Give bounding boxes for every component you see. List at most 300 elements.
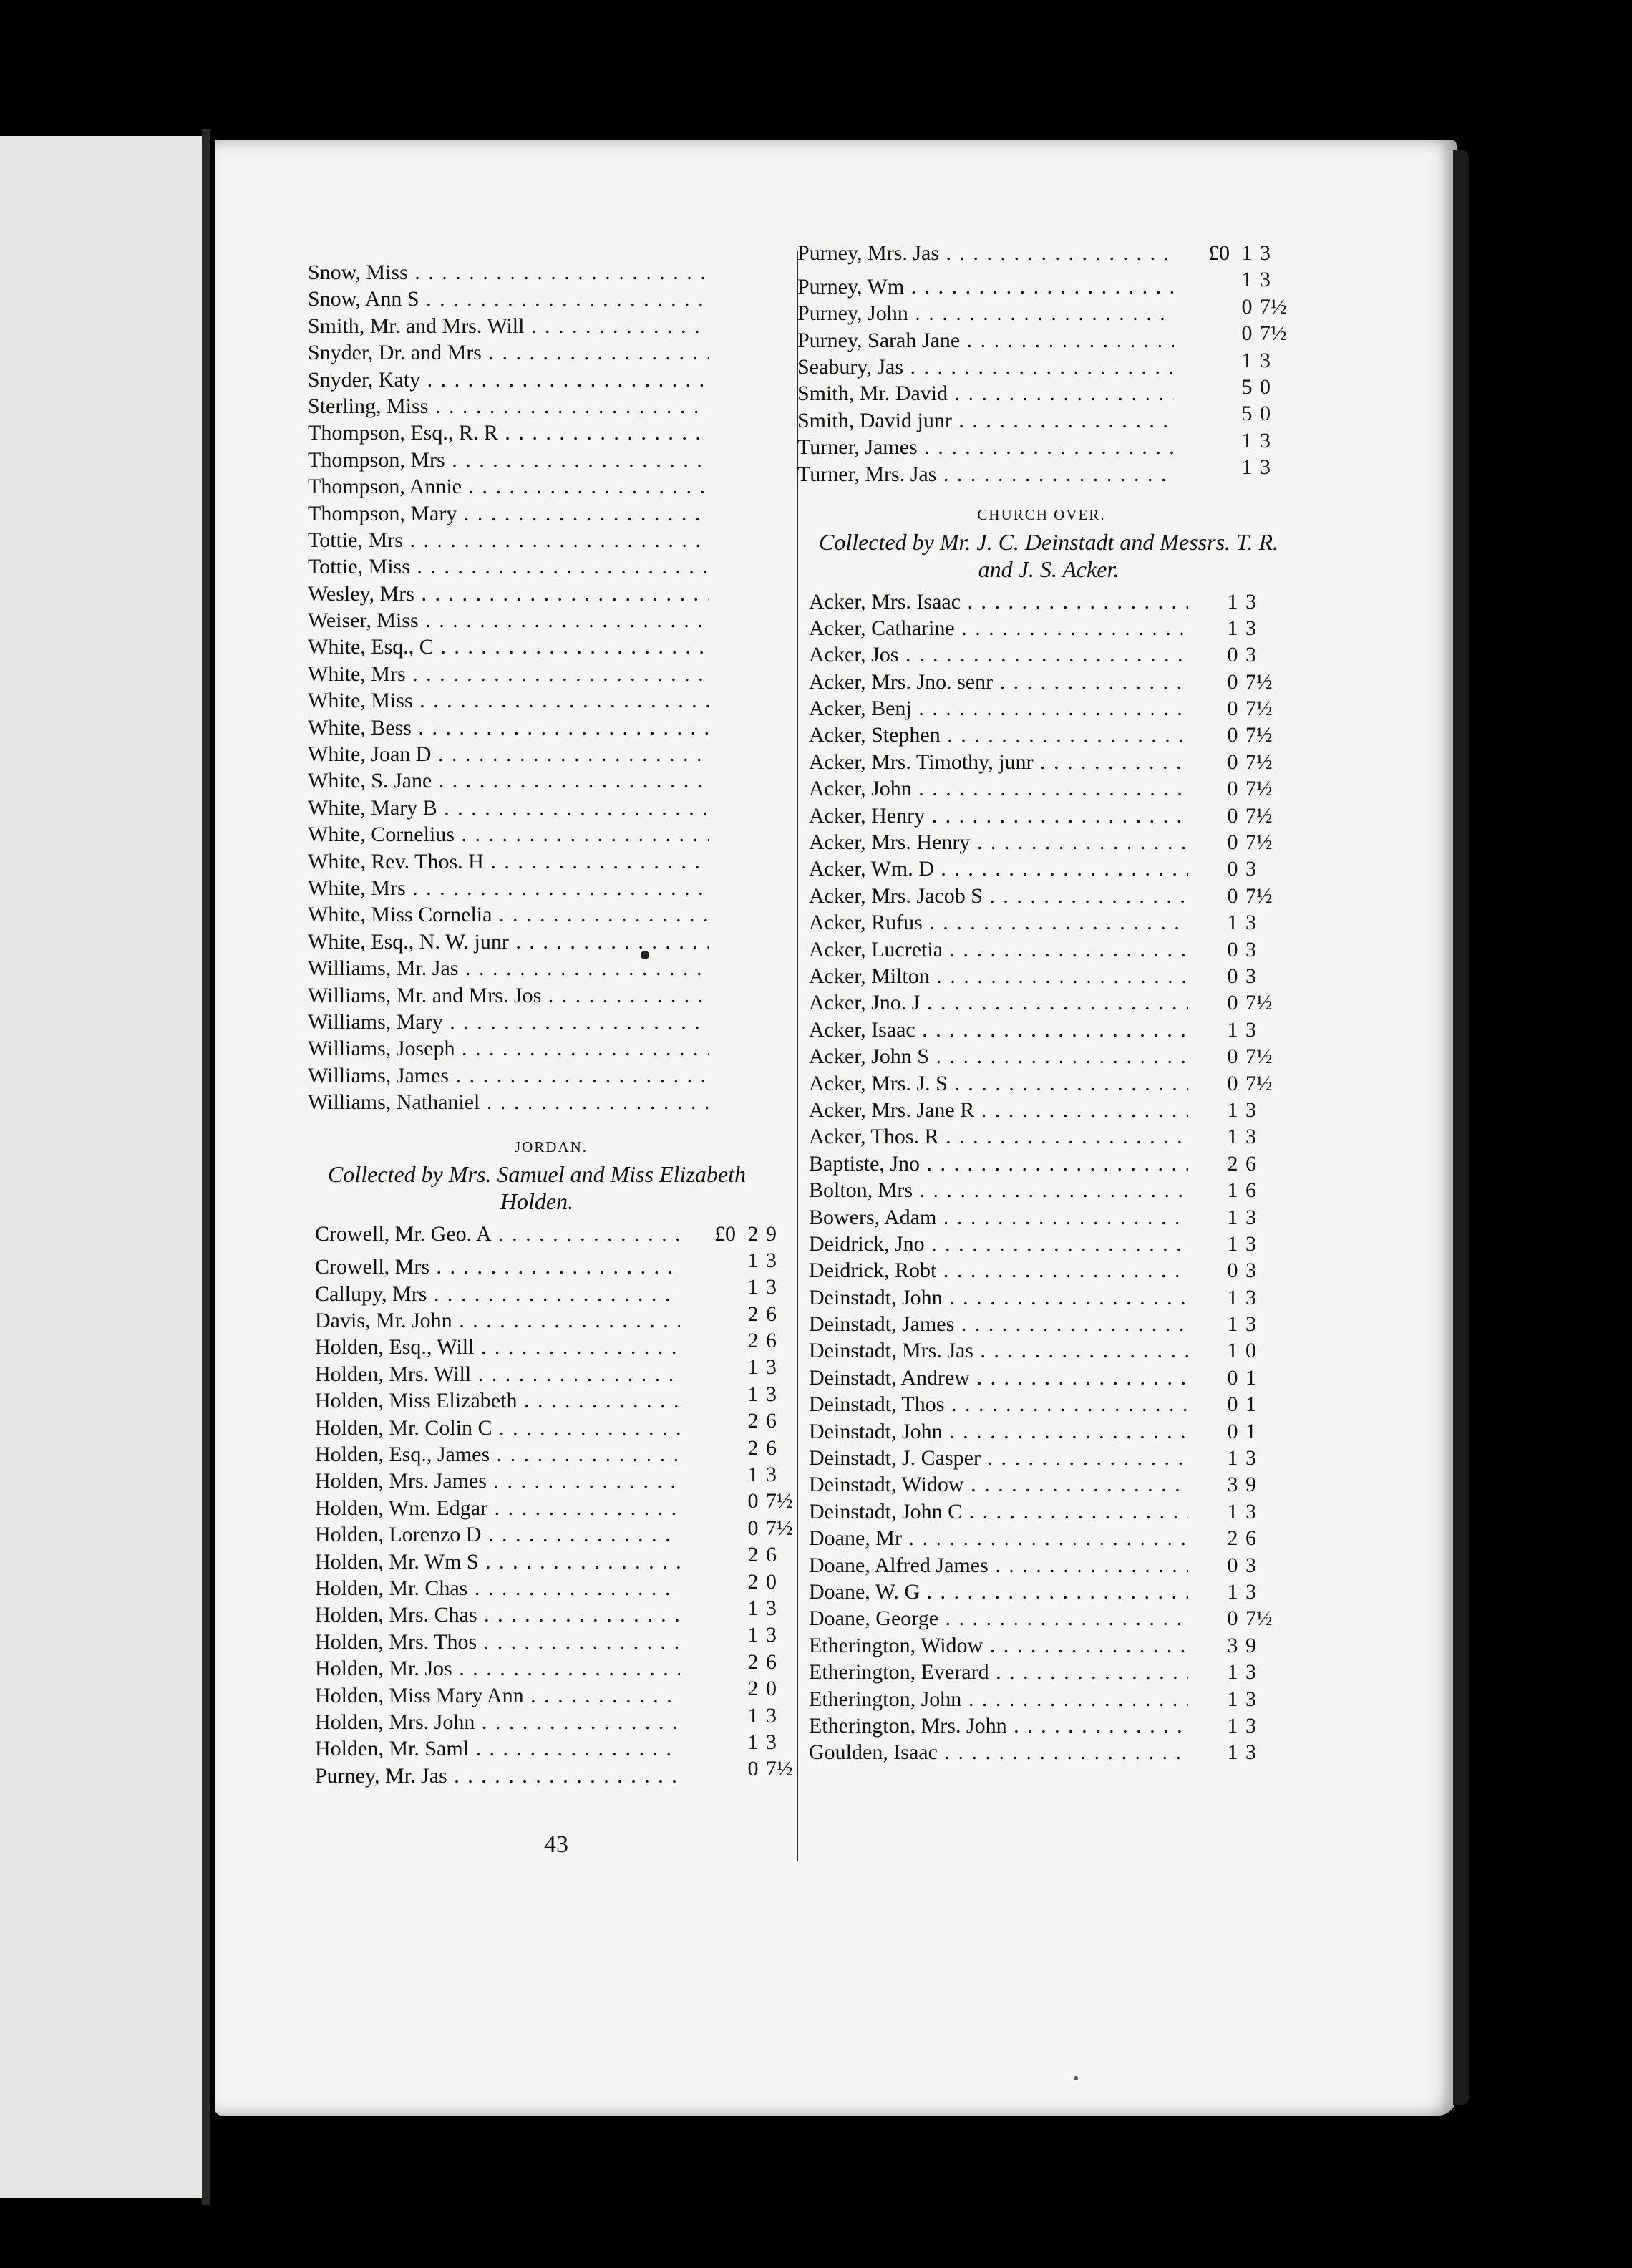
list-entry xyxy=(809,883,1274,909)
shillings: 2 xyxy=(747,1302,759,1326)
pence: 6 xyxy=(1245,1526,1256,1551)
list-entry xyxy=(809,1525,1274,1551)
shillings: 2 xyxy=(747,1435,759,1460)
amount xyxy=(680,1354,795,1380)
pence: 3 xyxy=(1260,428,1271,452)
list-entry xyxy=(308,661,795,687)
pence: 7½ xyxy=(1245,1606,1273,1631)
amount xyxy=(1188,1017,1274,1043)
left-column xyxy=(308,259,795,1788)
pence: 1 xyxy=(1245,1419,1256,1443)
subscriber-name: Acker, Rufus . . . xyxy=(809,909,1188,936)
pound-marker xyxy=(700,1327,740,1354)
pence: 3 xyxy=(1260,241,1271,265)
pence: 7½ xyxy=(1245,803,1273,828)
list-entry xyxy=(809,1257,1274,1284)
collected-by-jordan: Collected by Mrs. Samuel and Miss Elizabeth Holden. xyxy=(328,1160,746,1214)
pence: 3 xyxy=(1245,857,1256,881)
shillings: 1 xyxy=(1227,589,1238,614)
amount xyxy=(680,1515,795,1541)
shillings: 0 xyxy=(1227,669,1238,694)
pound-marker: £0 xyxy=(1208,241,1230,265)
shillings: 5 xyxy=(1241,374,1253,399)
pound-marker xyxy=(700,1247,740,1274)
list-entry xyxy=(809,722,1274,748)
subscriber-name: Deinstadt, Mrs. Jas . . . xyxy=(809,1337,1188,1364)
shillings: 1 xyxy=(1241,348,1253,372)
shillings: 1 xyxy=(1227,1312,1238,1337)
shillings: 1 xyxy=(1227,1339,1238,1363)
pound-marker xyxy=(700,1649,740,1675)
amount xyxy=(680,1755,795,1782)
subscriber-name: Snow, Ann S . . . xyxy=(308,286,709,312)
list-entry xyxy=(308,339,795,366)
shillings: 2 xyxy=(747,1543,759,1567)
list-entry xyxy=(809,1177,1274,1203)
amount xyxy=(1174,266,1288,293)
pence: 6 xyxy=(766,1302,777,1326)
list-entry xyxy=(308,447,795,473)
list-entry xyxy=(797,266,1288,299)
pound-marker xyxy=(700,1595,740,1622)
shillings: 0 xyxy=(1227,937,1238,961)
pence: 7½ xyxy=(1245,777,1273,801)
subscriber-name: Purney, John . . . xyxy=(797,300,1174,326)
pence: 3 xyxy=(1245,1205,1256,1229)
amount xyxy=(1174,454,1288,480)
subscriber-name: Thompson, Annie . . . xyxy=(308,473,709,500)
pence: 6 xyxy=(766,1409,777,1433)
pence: 6 xyxy=(766,1435,777,1460)
list-entry xyxy=(308,1035,795,1062)
subscriber-name: Acker, Mrs. Timothy, junr . . . xyxy=(809,749,1188,775)
amount xyxy=(1188,803,1274,829)
shillings: 0 xyxy=(747,1516,759,1540)
list-entry xyxy=(308,581,795,607)
subscriber-name: Williams, Mr. Jas . . . xyxy=(308,955,709,982)
shillings: 0 xyxy=(747,1757,759,1781)
subscriber-name: Acker, Mrs. Jane R . . . xyxy=(809,1097,1188,1123)
pence: 3 xyxy=(766,1248,777,1272)
list-entry xyxy=(809,1391,1274,1418)
subscriber-name: Holden, Esq., Will . . . xyxy=(315,1334,680,1360)
list-entry xyxy=(809,909,1274,936)
list-entry xyxy=(809,1579,1274,1605)
list-entry xyxy=(809,1471,1274,1498)
shillings: 2 xyxy=(747,1409,759,1433)
pence: 3 xyxy=(1245,1312,1256,1337)
list-entry xyxy=(308,982,795,1009)
pence: 9 xyxy=(1245,1633,1256,1657)
amount xyxy=(1188,1123,1274,1150)
shillings: 5 xyxy=(1241,402,1253,426)
pence: 3 xyxy=(1245,1017,1256,1042)
subscriber-name: Deidrick, Robt . . . xyxy=(809,1257,1188,1284)
amount xyxy=(680,1247,795,1274)
amount xyxy=(680,1675,795,1702)
list-entry xyxy=(809,588,1274,615)
amount xyxy=(1188,1070,1274,1097)
shillings: 0 xyxy=(1227,1392,1238,1417)
amount xyxy=(680,1541,795,1568)
amount xyxy=(1188,1311,1274,1337)
amount xyxy=(1174,320,1288,346)
amount xyxy=(1188,909,1274,936)
amount xyxy=(1188,1204,1274,1231)
subscriber-name: Acker, Mrs. Isaac . . . xyxy=(809,588,1188,615)
amount xyxy=(1188,615,1274,641)
list-entry xyxy=(809,1311,1274,1337)
subscriber-name: Acker, Jno. J . . . xyxy=(809,989,1188,1016)
subscriber-name: Williams, Joseph . . . xyxy=(308,1035,709,1062)
list-entry xyxy=(315,1247,795,1279)
subscriber-name: Turner, Mrs. Jas . . . xyxy=(797,461,1174,488)
amount xyxy=(1188,1579,1274,1605)
amount xyxy=(1188,641,1274,668)
list-entry xyxy=(308,1089,795,1115)
amount xyxy=(1188,1552,1274,1579)
list-entry xyxy=(809,1097,1274,1123)
list-entry xyxy=(308,607,795,634)
shillings: 1 xyxy=(1227,1097,1238,1122)
amount xyxy=(1188,669,1274,695)
shillings: 1 xyxy=(1241,428,1253,452)
amount xyxy=(680,1702,795,1729)
list-entry xyxy=(809,1552,1274,1579)
pence: 3 xyxy=(1245,1097,1256,1122)
subscriber-name: Turner, James . . . xyxy=(797,434,1174,460)
shillings: 1 xyxy=(1227,1231,1238,1256)
amount xyxy=(1188,722,1274,748)
pence: 3 xyxy=(766,1703,777,1727)
list-entry xyxy=(809,1365,1274,1391)
pence: 1 xyxy=(1245,1392,1256,1417)
shillings: 0 xyxy=(747,1489,759,1513)
subscriber-name: Deinstadt, John . . . xyxy=(809,1418,1188,1445)
subscriber-name: White, Cornelius . . . xyxy=(308,821,709,848)
pence: 7½ xyxy=(1260,294,1287,319)
list-entry xyxy=(308,929,795,955)
amount xyxy=(1188,588,1274,615)
pence: 6 xyxy=(766,1543,777,1567)
list-entry xyxy=(809,1123,1274,1150)
amount xyxy=(1188,1365,1274,1391)
amount xyxy=(1188,1686,1274,1712)
pence: 0 xyxy=(1260,402,1271,426)
subscriber-name: Deinstadt, James . . . xyxy=(809,1311,1188,1337)
subscriber-name: Holden, Mrs. James . . . xyxy=(315,1468,680,1494)
pence: 3 xyxy=(1245,1713,1256,1738)
subscriber-name: White, Joan D . . . xyxy=(308,741,709,767)
shillings: 1 xyxy=(747,1248,759,1272)
subscriber-name: Holden, Esq., James . . . xyxy=(315,1441,680,1468)
subscriber-name: Deinstadt, John C . . . xyxy=(809,1498,1188,1525)
subscriber-name: White, S. Jane . . . xyxy=(308,767,709,794)
subscriber-name: Acker, Stephen . . . xyxy=(809,722,1188,748)
facing-page xyxy=(0,136,202,2198)
shillings: 1 xyxy=(1227,1713,1238,1738)
list-entry xyxy=(308,821,795,848)
subscriber-name: Acker, Benj . . . xyxy=(809,695,1188,722)
shillings: 1 xyxy=(747,1463,759,1487)
amount xyxy=(1188,1043,1274,1070)
list-entry xyxy=(809,1498,1274,1525)
pence: 3 xyxy=(1245,1687,1256,1711)
subscriber-name: Acker, Lucretia . . . xyxy=(809,936,1188,963)
shillings: 0 xyxy=(1227,1045,1238,1069)
pound-marker xyxy=(1194,320,1234,346)
pence: 6 xyxy=(1245,1178,1256,1203)
list-entry xyxy=(308,527,795,553)
pence: 3 xyxy=(1260,455,1271,480)
subscriber-name: Acker, Henry . . . xyxy=(809,803,1188,829)
list-entry xyxy=(809,963,1274,989)
subscriber-name: White, Rev. Thos. H . . . xyxy=(308,848,709,875)
list-entry xyxy=(308,420,795,446)
pence: 3 xyxy=(1245,1231,1256,1256)
list-entry xyxy=(308,1009,795,1035)
shillings: 0 xyxy=(1227,777,1238,801)
subscriber-name: Snyder, Katy . . . xyxy=(308,367,709,393)
subscriber-name: Deinstadt, Andrew . . . xyxy=(809,1365,1188,1391)
pence: 9 xyxy=(766,1221,777,1246)
shillings: 0 xyxy=(1227,1606,1238,1631)
pence: 0 xyxy=(766,1677,777,1701)
shillings: 1 xyxy=(1227,1178,1238,1203)
subscriber-name: Acker, Mrs. Jacob S . . . xyxy=(809,883,1188,909)
subscriber-name: Purney, Mr. Jas . . . xyxy=(315,1763,680,1789)
amount xyxy=(1174,427,1288,454)
amount xyxy=(1188,1177,1274,1203)
subscriber-name: Doane, W. G . . . xyxy=(809,1579,1188,1605)
subscriber-name: Acker, Catharine . . . xyxy=(809,615,1188,641)
list-entry xyxy=(308,259,795,286)
pound-marker xyxy=(700,1755,740,1782)
amount xyxy=(680,1569,795,1595)
subscriber-name: Acker, Milton . . . xyxy=(809,963,1188,989)
subscriber-name: Bolton, Mrs . . . xyxy=(809,1177,1188,1203)
list-entry xyxy=(308,714,795,741)
pound-marker xyxy=(700,1729,740,1755)
list-entry xyxy=(308,393,795,420)
amount xyxy=(1188,1471,1274,1498)
pound-marker xyxy=(700,1461,740,1488)
subscriber-name: Holden, Mr. Colin C . . . xyxy=(315,1415,680,1441)
amount xyxy=(680,1407,795,1434)
subscriber-name: Crowell, Mrs . . . xyxy=(315,1254,680,1280)
subscriber-name: Purney, Sarah Jane . . . xyxy=(797,327,1174,354)
amount xyxy=(1188,1739,1274,1765)
pence: 3 xyxy=(1245,1446,1256,1470)
subscriber-name: Wesley, Mrs . . . xyxy=(308,581,709,607)
subscriber-name: Williams, Mr. and Mrs. Jos . . . xyxy=(308,982,709,1009)
list-entry xyxy=(809,1284,1274,1311)
pound-marker xyxy=(700,1541,740,1568)
pence: 3 xyxy=(1260,268,1271,292)
amount xyxy=(680,1488,795,1514)
amount xyxy=(1188,775,1274,802)
amount xyxy=(1188,1231,1274,1257)
subscriber-name: Deidrick, Jno . . . xyxy=(809,1231,1188,1257)
page-number: 43 xyxy=(544,1831,568,1858)
subscriber-name: Deinstadt, J. Casper . . . xyxy=(809,1445,1188,1471)
list-entry xyxy=(308,1062,795,1089)
list-entry xyxy=(308,313,795,339)
right-column xyxy=(795,240,1288,1766)
pence: 3 xyxy=(1245,1660,1256,1685)
subscriber-name: Callupy, Mrs . . . xyxy=(315,1281,680,1307)
pence: 7½ xyxy=(1260,321,1287,346)
shillings: 0 xyxy=(1227,991,1238,1015)
amount xyxy=(1188,1525,1274,1551)
list-entry xyxy=(308,767,795,794)
shillings: 3 xyxy=(1227,1633,1238,1657)
pence: 3 xyxy=(1245,1579,1256,1604)
shillings: 0 xyxy=(1227,964,1238,988)
list-entry xyxy=(308,741,795,767)
list-entry xyxy=(308,955,795,982)
pound-marker xyxy=(700,1569,740,1595)
amount xyxy=(1188,1150,1274,1177)
amount xyxy=(1188,1445,1274,1471)
list-entry xyxy=(809,641,1274,668)
pence: 3 xyxy=(1245,1285,1256,1309)
pound-marker xyxy=(1194,427,1234,454)
shillings: 3 xyxy=(1227,1473,1238,1497)
amount xyxy=(1188,1498,1274,1525)
pence: 3 xyxy=(1245,643,1256,667)
subscriber-name: Holden, Miss Mary Ann . . . xyxy=(315,1682,680,1709)
amount xyxy=(1188,695,1274,722)
shillings: 1 xyxy=(1241,268,1253,292)
pence: 0 xyxy=(1245,1339,1256,1363)
list-entry xyxy=(809,856,1274,882)
shillings: 1 xyxy=(1227,1687,1238,1711)
shillings: 0 xyxy=(1227,643,1238,667)
shillings: 0 xyxy=(1227,750,1238,774)
amount xyxy=(680,1649,795,1675)
list-entry xyxy=(809,1231,1274,1257)
amount xyxy=(1188,749,1274,775)
amount xyxy=(1174,374,1288,400)
amount xyxy=(1188,1659,1274,1685)
pence: 7½ xyxy=(1245,1071,1273,1095)
amount xyxy=(1174,294,1288,320)
subscriber-name: Etherington, Everard . . . xyxy=(809,1659,1188,1685)
shillings: 2 xyxy=(1227,1151,1238,1176)
pound-marker xyxy=(1194,454,1234,480)
subscriber-name: Acker, Mrs. J. S . . . xyxy=(809,1070,1188,1097)
shillings: 1 xyxy=(747,1355,759,1380)
shillings: 1 xyxy=(1227,1499,1238,1523)
amount xyxy=(680,1381,795,1407)
pence: 3 xyxy=(1245,1259,1256,1283)
list-entry xyxy=(308,286,795,312)
pence: 1 xyxy=(1245,1365,1256,1390)
subscriber-name: White, Bess . . . xyxy=(308,714,709,741)
subscriber-name: Doane, Mr . . . xyxy=(809,1525,1188,1551)
pence: 3 xyxy=(1245,1499,1256,1523)
subscriber-name: Acker, Wm. D . . . xyxy=(809,856,1188,882)
shillings: 1 xyxy=(747,1275,759,1299)
subscriber-name: Sterling, Miss . . . xyxy=(308,393,709,420)
amount xyxy=(1188,1257,1274,1284)
subscriber-name: Goulden, Isaac . . . xyxy=(809,1739,1188,1765)
pence: 3 xyxy=(766,1730,777,1754)
pound-marker xyxy=(700,1622,740,1648)
left-entry-list xyxy=(308,259,795,1116)
pound-marker xyxy=(700,1301,740,1327)
shillings: 2 xyxy=(747,1677,759,1701)
list-entry xyxy=(809,1418,1274,1445)
subscriber-name: Smith, David junr . . . xyxy=(797,407,1174,434)
subscriber-name: Smith, Mr. and Mrs. Will . . . xyxy=(308,313,709,339)
subscriber-name: White, Mrs . . . xyxy=(308,661,709,687)
subscriber-name: White, Esq., N. W. junr . . . xyxy=(308,929,709,955)
list-entry xyxy=(809,1150,1274,1177)
subscriber-name: Holden, Mr. Chas . . . xyxy=(315,1575,680,1601)
shillings: 2 xyxy=(747,1329,759,1353)
list-entry xyxy=(308,901,795,928)
list-entry xyxy=(809,936,1274,963)
subscriber-name: Tottie, Mrs . . . xyxy=(308,527,709,553)
shillings: 2 xyxy=(1227,1526,1238,1551)
subscriber-name: Smith, Mr. David . . . xyxy=(797,380,1174,407)
pence: 7½ xyxy=(1245,723,1273,747)
shillings: 1 xyxy=(747,1623,759,1647)
list-entry xyxy=(809,1739,1274,1765)
list-entry xyxy=(809,1337,1274,1364)
ink-speck xyxy=(1074,2076,1078,2080)
subscriber-name: Deinstadt, Thos . . . xyxy=(809,1391,1188,1418)
pence: 7½ xyxy=(1245,830,1273,855)
shillings: 0 xyxy=(1227,830,1238,855)
pound-marker xyxy=(700,1381,740,1407)
subscriber-name: Thompson, Mrs . . . xyxy=(308,447,709,473)
shillings: 1 xyxy=(1227,911,1238,935)
amount xyxy=(1188,936,1274,963)
subscriber-name: Holden, Lorenzo D . . . xyxy=(315,1521,680,1548)
pence: 7½ xyxy=(1245,697,1273,721)
amount xyxy=(1188,829,1274,856)
pence: 3 xyxy=(1245,911,1256,935)
list-entry xyxy=(308,875,795,901)
pence: 3 xyxy=(1245,1125,1256,1149)
shillings: 1 xyxy=(1241,455,1253,480)
pence: 0 xyxy=(766,1569,777,1594)
pence: 6 xyxy=(766,1329,777,1353)
list-entry xyxy=(809,1605,1274,1632)
shillings: 0 xyxy=(1227,803,1238,828)
pence: 3 xyxy=(1245,1740,1256,1765)
list-entry xyxy=(308,500,795,527)
pound-marker xyxy=(700,1515,740,1541)
list-entry xyxy=(308,687,795,714)
subscriber-name: White, Miss Cornelia . . . xyxy=(308,901,709,928)
subscriber-name: Holden, Mr. Jos . . . xyxy=(315,1655,680,1682)
amount xyxy=(1188,1605,1274,1632)
pound-marker xyxy=(700,1488,740,1514)
amount xyxy=(1188,989,1274,1016)
subscriber-name: White, Esq., C . . . xyxy=(308,634,709,660)
pence: 3 xyxy=(766,1623,777,1647)
amount xyxy=(680,1622,795,1648)
subscriber-name: Acker, Mrs. Jno. senr . . . xyxy=(809,669,1188,695)
shillings: 1 xyxy=(1227,1285,1238,1309)
pence: 9 xyxy=(1245,1473,1256,1497)
amount xyxy=(1188,856,1274,882)
shillings: 1 xyxy=(747,1703,759,1727)
